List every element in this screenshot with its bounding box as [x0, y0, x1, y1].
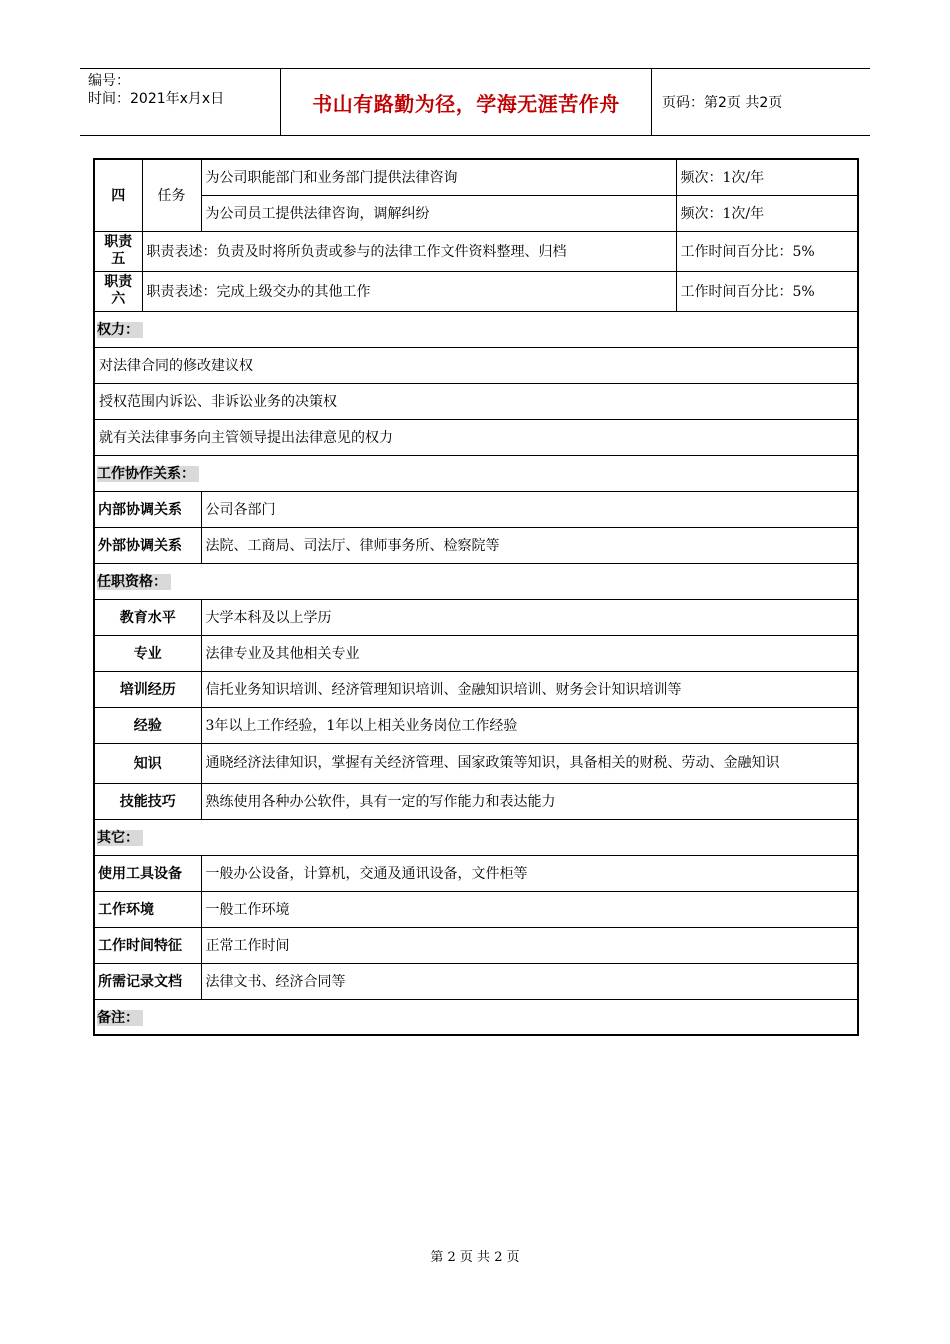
other-value: 一般工作环境	[201, 891, 858, 927]
qualification-row	[94, 671, 858, 707]
authority-row	[94, 419, 858, 455]
qualification-row	[94, 599, 858, 635]
internal-relations-label: 内部协调关系	[94, 491, 201, 527]
external-relations-value: 法院、工商局、司法厅、律师事务所、检察院等	[201, 527, 858, 563]
document-number: 编号：	[88, 73, 130, 89]
qualification-label: 技能技巧	[94, 783, 201, 819]
authority-row	[94, 347, 858, 383]
duty5-label-top: 职责	[104, 234, 133, 250]
external-relations-row	[94, 527, 858, 563]
job-description-table	[93, 158, 859, 1036]
qualification-value: 3年以上工作经验，1年以上相关业务岗位工作经验	[201, 707, 858, 743]
other-row	[94, 891, 858, 927]
other-label: 所需记录文档	[94, 963, 201, 999]
duty5-text: 职责表述：负责及时将所负责或参与的法律工作文件资料整理、归档	[142, 231, 676, 271]
internal-relations-row	[94, 491, 858, 527]
qualification-row	[94, 743, 858, 783]
other-row	[94, 927, 858, 963]
duty4-task1-row	[94, 159, 858, 195]
other-value: 正常工作时间	[201, 927, 858, 963]
relations-title	[94, 455, 858, 491]
other-title-text: 其它：	[97, 830, 143, 846]
qualification-value: 大学本科及以上学历	[201, 599, 858, 635]
external-relations-label: 外部协调关系	[94, 527, 201, 563]
page-header	[80, 68, 870, 136]
internal-relations-value: 公司各部门	[201, 491, 858, 527]
qualification-value: 通晓经济法律知识，掌握有关经济管理、国家政策等知识，具备相关的财税、劳动、金融知识	[201, 743, 858, 783]
remarks-title	[94, 999, 858, 1035]
header-meta	[80, 69, 280, 135]
qualifications-title	[94, 563, 858, 599]
other-label: 使用工具设备	[94, 855, 201, 891]
header-motto: 书山有路勤为径，学海无涯苦作舟	[312, 91, 620, 116]
duty6-percentage: 工作时间百分比：5%	[676, 271, 858, 311]
duty6-text: 职责表述：完成上级交办的其他工作	[142, 271, 676, 311]
document-date: 时间：2021年x月x日	[88, 91, 225, 107]
remarks-title-text: 备注：	[97, 1010, 143, 1026]
qualification-value: 法律专业及其他相关专业	[201, 635, 858, 671]
other-row	[94, 963, 858, 999]
qualification-label: 培训经历	[94, 671, 201, 707]
duty5-label-bottom: 五	[111, 251, 126, 267]
page-footer: 第 2 页 共 2 页	[430, 1250, 520, 1265]
qualification-label: 专业	[94, 635, 201, 671]
duty4-label: 四	[94, 159, 142, 231]
authority-title	[94, 311, 858, 347]
qualification-label: 知识	[94, 743, 201, 783]
qualification-row	[94, 707, 858, 743]
other-value: 法律文书、经济合同等	[201, 963, 858, 999]
qualification-value: 熟练使用各种办公软件，具有一定的写作能力和表达能力	[201, 783, 858, 819]
other-title	[94, 819, 858, 855]
header-motto-cell	[280, 69, 652, 135]
duty6-label-top: 职责	[104, 274, 133, 290]
qualification-label: 教育水平	[94, 599, 201, 635]
qualification-value: 信托业务知识培训、经济管理知识培训、金融知识培训、财务会计知识培训等	[201, 671, 858, 707]
header-page-number: 页码：第2页 共2页	[662, 95, 783, 111]
authority-item: 授权范围内诉讼、非诉讼业务的决策权	[94, 383, 858, 419]
qualification-label: 经验	[94, 707, 201, 743]
task1-text: 为公司职能部门和业务部门提供法律咨询	[201, 159, 676, 195]
authority-row	[94, 383, 858, 419]
other-value: 一般办公设备，计算机，交通及通讯设备，文件柜等	[201, 855, 858, 891]
other-label: 工作时间特征	[94, 927, 201, 963]
task2-text: 为公司员工提供法律咨询，调解纠纷	[201, 195, 676, 231]
duty4-task2-row	[94, 195, 858, 231]
duty6-label-bottom: 六	[111, 291, 126, 307]
duty5-label	[94, 231, 142, 271]
qualifications-title-text: 任职资格：	[97, 574, 171, 590]
authority-header-row	[94, 311, 858, 347]
qualification-row	[94, 635, 858, 671]
duty5-percentage: 工作时间百分比：5%	[676, 231, 858, 271]
task1-frequency: 频次：1次/年	[676, 159, 858, 195]
other-row	[94, 855, 858, 891]
qualifications-header-row	[94, 563, 858, 599]
duty5-row	[94, 231, 858, 271]
authority-item: 就有关法律事务向主管领导提出法律意见的权力	[94, 419, 858, 455]
qualification-row	[94, 783, 858, 819]
authority-item: 对法律合同的修改建议权	[94, 347, 858, 383]
authority-title-text: 权力：	[97, 322, 143, 338]
duty6-row	[94, 271, 858, 311]
relations-header-row	[94, 455, 858, 491]
task2-frequency: 频次：1次/年	[676, 195, 858, 231]
other-header-row	[94, 819, 858, 855]
other-label: 工作环境	[94, 891, 201, 927]
remarks-row	[94, 999, 858, 1035]
duty6-label	[94, 271, 142, 311]
task-label: 任务	[142, 159, 201, 231]
header-page-cell	[652, 69, 870, 135]
relations-title-text: 工作协作关系：	[97, 466, 199, 482]
